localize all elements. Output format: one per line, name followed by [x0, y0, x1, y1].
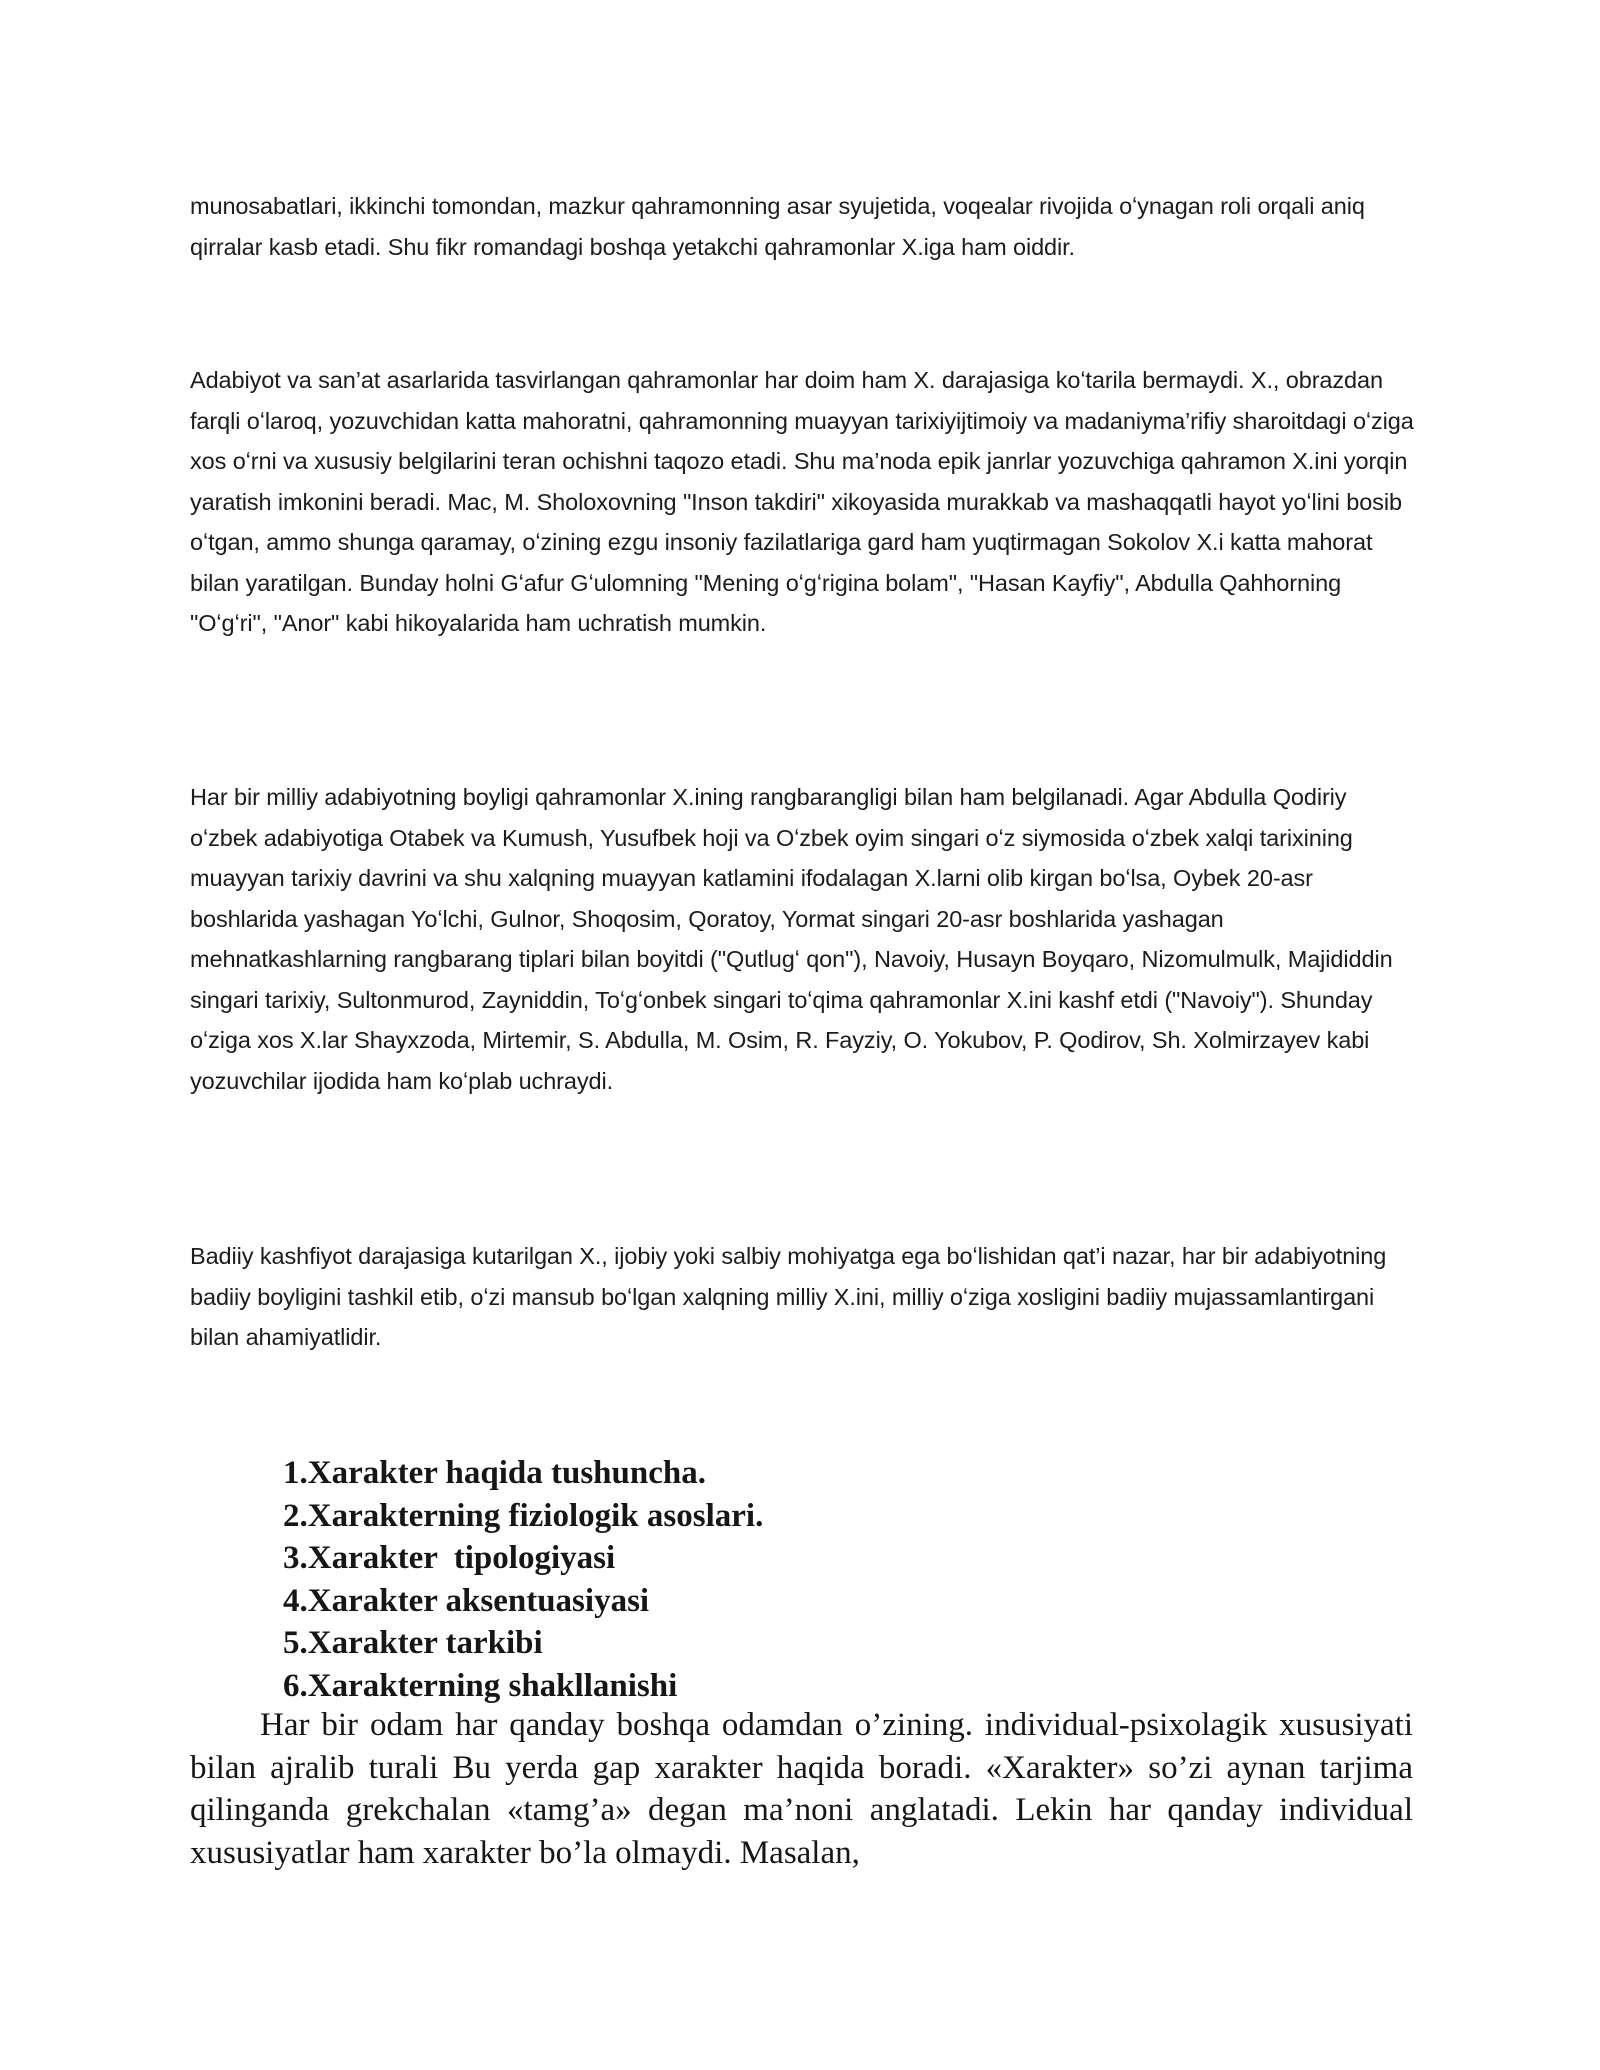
paragraph-2: Adabiyot va san’at asarlarida tasvirlangan qahramonlar har doim ham X. darajasiga koʻtarila bermaydi. X., obrazdan farqli oʻlaroq, yozuvchidan katta mahoratni, qahramonning muayyan tarixiyijtimoiy va madaniyma’rifiy sharoitdagi oʻziga xos oʻrni va xususiy belgilarini teran ochishni taqozo etadi. Shu ma’noda epik janrlar yozuvchiga qahramon X.ini yorqin yaratish imkonini beradi. Mac, M. Sholoxovning "Inson takdiri" xikoyasida murakkab va mashaqqatli hayot yoʻlini bosib oʻtgan, ammo shunga qaramay, oʻzining ezgu insoniy fazilatlariga gard ham yuqtirmagan Sokolov X.i katta mahorat bilan yaratilgan. Bunday holni Gʻafur Gʻulomning "Mening oʻgʻrigina bolam", "Hasan Kayfiy", Abdulla Qahhorning "Oʻgʻri", "Anor" kabi hikoyalarida ham uchratish mumkin.: [190, 367, 1414, 636]
topic-item-4: 4.Xarakter aksentuasiyasi: [283, 1582, 650, 1619]
topic-item-3: 3.Xarakter tipologiyasi: [283, 1540, 616, 1576]
topic-item-6: 6.Xarakterning shakllanishi: [283, 1667, 678, 1704]
topic-item-1: 1.Xarakter haqida tushuncha.: [283, 1455, 706, 1491]
paragraph-1: munosabatlari, ikkinchi tomondan, mazkur qahramonning asar syujetida, voqealar rivojida oʻynagan roli orqali aniq qirralar kasb etadi. Shu fikr romandagi boshqa yetakchi qahramonlar X.iga ham oiddir.: [190, 193, 1365, 260]
paragraph-4: Badiiy kashfiyot darajasiga kutarilgan X., ijobiy yoki salbiy mohiyatga ega boʻlishidan qat’i nazar, har bir adabiyotning badiiy boyligini tashkil etib, oʻzi mansub boʻlgan xalqning milliy X.ini, milliy oʻziga xosligini badiiy mujassamlantirgani bilan ahamiyatlidir.: [190, 1243, 1387, 1350]
body-paragraph: Har bir odam har qanday boshqa odamdan o’zining. individual-psixolagik xususiyati bilan ajralib turali Bu yerda gap xarakter haqida boradi. «Xarakter» so’zi aynan tarjima qilinganda grekchalan «tamg’a» degan ma’noni anglatadi. Lekin har qanday individual xususiyatlar ham xarakter bo’la olmaydi. Masalan,: [190, 1707, 1413, 1871]
topic-list: [283, 1452, 763, 1707]
topic-item-2: 2.Xarakterning fiziologik asoslari.: [283, 1497, 764, 1534]
topic-item-5: 5.Xarakter tarkibi: [283, 1625, 543, 1661]
paragraph-3: Har bir milliy adabiyotning boyligi qahramonlar X.ining rangbarangligi bilan ham belgilanadi. Agar Abdulla Qodiriy oʻzbek adabiyotiga Otabek va Kumush, Yusufbek hoji va Oʻzbek oyim singari oʻz siymosida oʻzbek xalqi tarixining muayyan tarixiy davrini va shu xalqning muayyan katlamini ifodalagan X.larni olib kirgan boʻlsa, Oybek 20-asr boshlarida yashagan Yoʻlchi, Gulnor, Shoqosim, Qoratoy, Yormat singari 20-asr boshlarida yashagan mehnatkashlarning rangbarang tiplari bilan boyitdi ("Qutlugʻ qon"), Navoiy, Husayn Boyqaro, Nizomulmulk, Majididdin singari tarixiy, Sultonmurod, Zayniddin, Toʻgʻonbek singari toʻqima qahramonlar X.ini kashf etdi ("Navoiy"). Shunday oʻziga xos X.lar Shayxzoda, Mirtemir, S. Abdulla, M. Osim, R. Fayziy, O. Yokubov, P. Qodirov, Sh. Xolmirzayev kabi yozuvchilar ijodida ham koʻplab uchraydi.: [190, 784, 1393, 1094]
